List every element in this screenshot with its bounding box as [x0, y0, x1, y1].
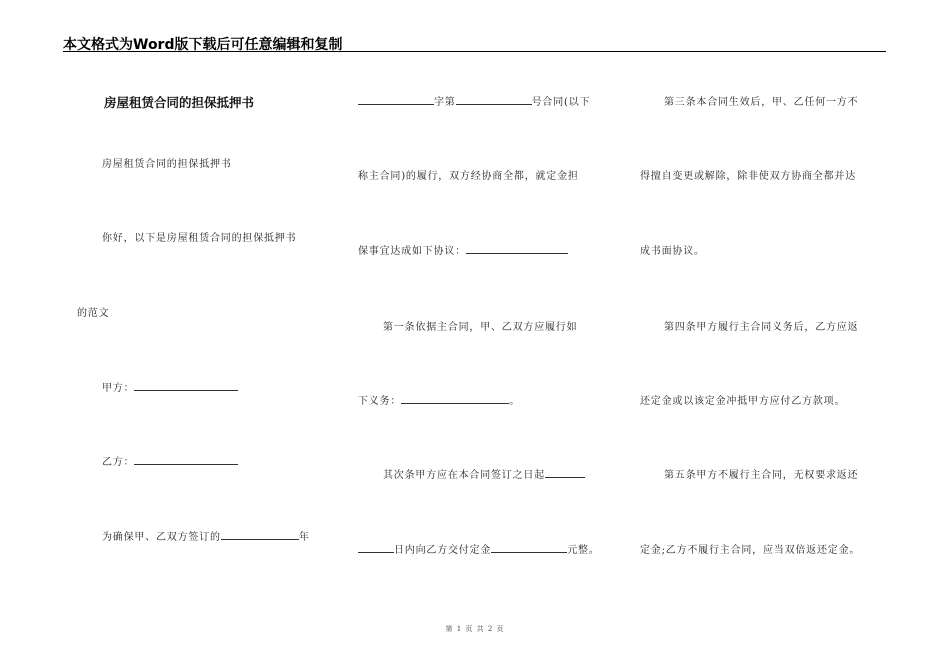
col3-line-3: 成书面协议。 — [640, 246, 705, 257]
col2-line-1 — [358, 93, 590, 108]
col3-line-7: 定金;乙方不履行主合同，应当双倍返还定金。 — [640, 545, 861, 556]
deposit-amount-blank[interactable] — [491, 541, 567, 553]
date-blank[interactable] — [221, 528, 299, 540]
col2-line-5 — [358, 392, 520, 407]
article-1-line: 第一条依据主合同，甲、乙双方应履行如 — [383, 322, 578, 333]
intro-line-2: 的范文 — [77, 308, 110, 319]
col3-line-2: 得擅自变更或解除，除非使双方协商全都并达 — [640, 171, 856, 182]
contract-number-suffix: 号合同(以下 — [531, 97, 591, 108]
contract-prefix-blank[interactable] — [358, 93, 434, 105]
article-2-text: 其次条甲方应在本合同签订之日起 — [383, 470, 545, 481]
col3-line-5: 还定金或以该定金冲抵甲方应付乙方款项。 — [640, 396, 846, 407]
party-b-blank[interactable] — [134, 453, 238, 465]
article-2-line — [383, 466, 585, 481]
article-5-line: 第五条甲方不履行主合同，无权要求返还 — [664, 470, 859, 481]
obligations-blank[interactable] — [401, 392, 509, 404]
obligations-label: 下义务： — [358, 396, 402, 407]
party-b-label: 乙方： — [102, 457, 135, 468]
agreement-blank[interactable] — [466, 242, 568, 254]
subtitle: 房屋租赁合同的担保抵押书 — [102, 159, 232, 170]
col2-line-3 — [358, 242, 568, 257]
contract-number-blank[interactable] — [456, 93, 532, 105]
document-header-title: 本文格式为Word版下载后可任意编辑和复制 — [63, 37, 343, 53]
page-number: 第 1 页 共 2 页 — [445, 625, 505, 633]
party-b-line — [102, 453, 238, 468]
header-divider — [63, 51, 886, 52]
intro-line-1: 你好，以下是房屋租赁合同的担保抵押书 — [102, 233, 297, 244]
col2-line-7 — [358, 541, 600, 556]
party-a-label: 甲方： — [102, 383, 135, 394]
article-4-line: 第四条甲方履行主合同义务后，乙方应返 — [664, 322, 859, 333]
agreement-intro: 保事宜达成如下协议： — [358, 246, 466, 257]
article-3-line: 第三条本合同生效后，甲、乙任何一方不 — [664, 97, 859, 108]
purpose-text: 为确保甲、乙双方签订的 — [102, 532, 221, 543]
col2-line-2: 称主合同)的履行，双方经协商全都，就定金担 — [358, 171, 579, 182]
party-a-line — [102, 379, 238, 394]
days-blank[interactable] — [545, 466, 585, 478]
document-title: 房屋租赁合同的担保抵押书 — [104, 95, 255, 110]
deposit-unit: 元整。 — [567, 545, 600, 556]
deposit-text: 日内向乙方交付定金 — [394, 545, 492, 556]
obligations-end: 。 — [509, 396, 521, 407]
purpose-line — [102, 528, 310, 543]
party-a-blank[interactable] — [134, 379, 238, 391]
year-text: 年 — [298, 532, 310, 543]
days-continued-blank[interactable] — [358, 541, 394, 553]
zi-di-text: 字第 — [434, 97, 456, 108]
